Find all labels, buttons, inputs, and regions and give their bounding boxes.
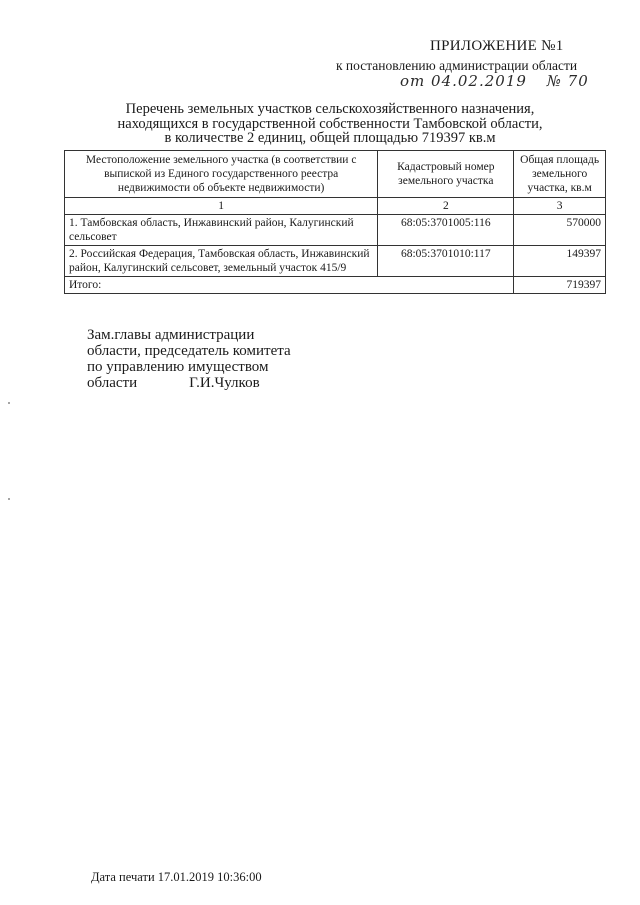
table-header-row [65,151,606,198]
handwritten-date-number [400,72,589,90]
signature-line: по управлению имуществом [87,359,269,375]
signer-name: Г.И.Чулков [189,375,260,391]
row-cadastral: 68:05:3701010:117 [378,246,514,277]
row-area: 149397 [514,246,606,277]
column-number: 2 [378,198,514,215]
table-row [65,215,606,246]
table-row [65,246,606,277]
header-location: Местоположение земельного участка (в соответствии с выпиской из Единого государственного реестра недвижимости об объекте недвижимости) [65,151,378,198]
document-title [80,102,580,146]
column-number: 3 [514,198,606,215]
appendix-title: ПРИЛОЖЕНИЕ №1 [430,38,564,54]
document-title-line: в количестве 2 единиц, общей площадью 719397 кв.м [164,130,496,146]
row-location: 2. Российская Федерация, Тамбовская область, Инжавинский район, Калугинский сельсовет, земельный участок 415/9 [65,246,378,277]
document-title-line: находящихся в государственной собственности Тамбовской области, [117,115,543,132]
print-date: Дата печати 17.01.2019 10:36:00 [91,870,262,884]
total-row [65,277,606,294]
row-area: 570000 [514,215,606,246]
header-cadastral: Кадастровый номер земельного участка [378,151,514,198]
header-area: Общая площадь земельного участка, кв.м [514,151,606,198]
scan-mark [8,402,10,404]
signature-line: области [87,375,138,391]
signature-line: области, председатель комитета [87,343,291,359]
signature-line: Зам.главы администрации [87,327,255,343]
total-label: Итого: [65,277,514,294]
document-title-line: Перечень земельных участков сельскохозяйственного назначения, [125,101,535,117]
land-plots-table [64,150,606,294]
appendix-subtitle: к постановлению администрации области [336,58,578,73]
total-value: 719397 [514,277,606,294]
handwritten-number: № 70 [546,72,589,90]
column-number-row [65,198,606,215]
column-number: 1 [65,198,378,215]
handwritten-date: от 04.02.2019 [400,72,527,90]
row-cadastral: 68:05:3701005:116 [378,215,514,246]
signature-block [87,327,291,391]
scan-mark [8,498,10,500]
row-location: 1. Тамбовская область, Инжавинский район, Калугинский сельсовет [65,215,378,246]
signature-last-line [87,375,291,391]
